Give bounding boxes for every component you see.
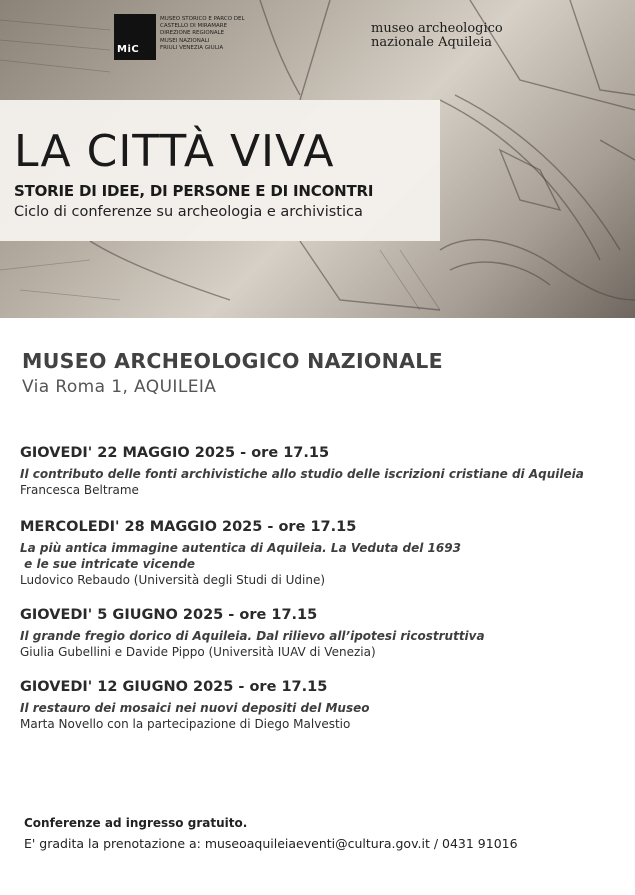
free-entry-note: Conferenze ad ingresso gratuito. (24, 816, 248, 830)
event-date: GIOVEDI' 5 GIUGNO 2025 - ore 17.15 (20, 607, 318, 623)
museum-logo: museo archeologico nazionale Aquileia (371, 21, 503, 50)
page-subtitle: STORIE DI IDEE, DI PERSONE E DI INCONTRI (14, 182, 374, 200)
event-date: MERCOLEDI' 28 MAGGIO 2025 - ore 17.15 (20, 519, 357, 535)
event-title: La più antica immagine autentica di Aquileia. La Veduta del 1693 e le sue intricate vicende (20, 541, 461, 571)
event-title: Il contributo delle fonti archivistiche allo studio delle iscrizioni cristiane di Aquileia (20, 467, 584, 481)
event-item (20, 443, 620, 498)
mic-logo-label: MiC (117, 44, 140, 55)
event-speaker: Francesca Beltrame (20, 483, 139, 497)
event-date: GIOVEDI' 12 GIUGNO 2025 - ore 17.15 (20, 679, 328, 695)
event-item (20, 517, 620, 588)
venue-address: Via Roma 1, AQUILEIA (22, 377, 217, 397)
event-item (20, 605, 620, 660)
event-speaker: Ludovico Rebaudo (Università degli Studi di Udine) (20, 573, 326, 587)
venue-name: MUSEO ARCHEOLOGICO NAZIONALE (22, 349, 443, 373)
series-tagline: Ciclo di conferenze su archeologia e archivistica (14, 204, 363, 220)
event-title: Il grande fregio dorico di Aquileia. Dal rilievo all’ipotesi ricostruttiva (20, 629, 485, 643)
booking-contact: E' gradita la prenotazione a: museoaquileiaeventi@cultura.gov.it / 0431 91016 (24, 836, 518, 851)
event-date: GIOVEDI' 22 MAGGIO 2025 - ore 17.15 (20, 445, 330, 461)
event-title: Il restauro dei mosaici nei nuovi depositi del Museo (20, 701, 370, 715)
page-title: LA CITTÀ VIVA (14, 126, 335, 177)
mic-logo-institution: MUSEO STORICO E PARCO DEL CASTELLO DI MIRAMARE DIREZIONE REGIONALE MUSEI NAZIONALI FRIULI VENEZIA GIULIA (160, 16, 245, 51)
event-item (20, 677, 620, 732)
event-speaker: Marta Novello con la partecipazione di Diego Malvestio (20, 717, 351, 731)
event-speaker: Giulia Gubellini e Davide Pippo (Università IUAV di Venezia) (20, 645, 376, 659)
